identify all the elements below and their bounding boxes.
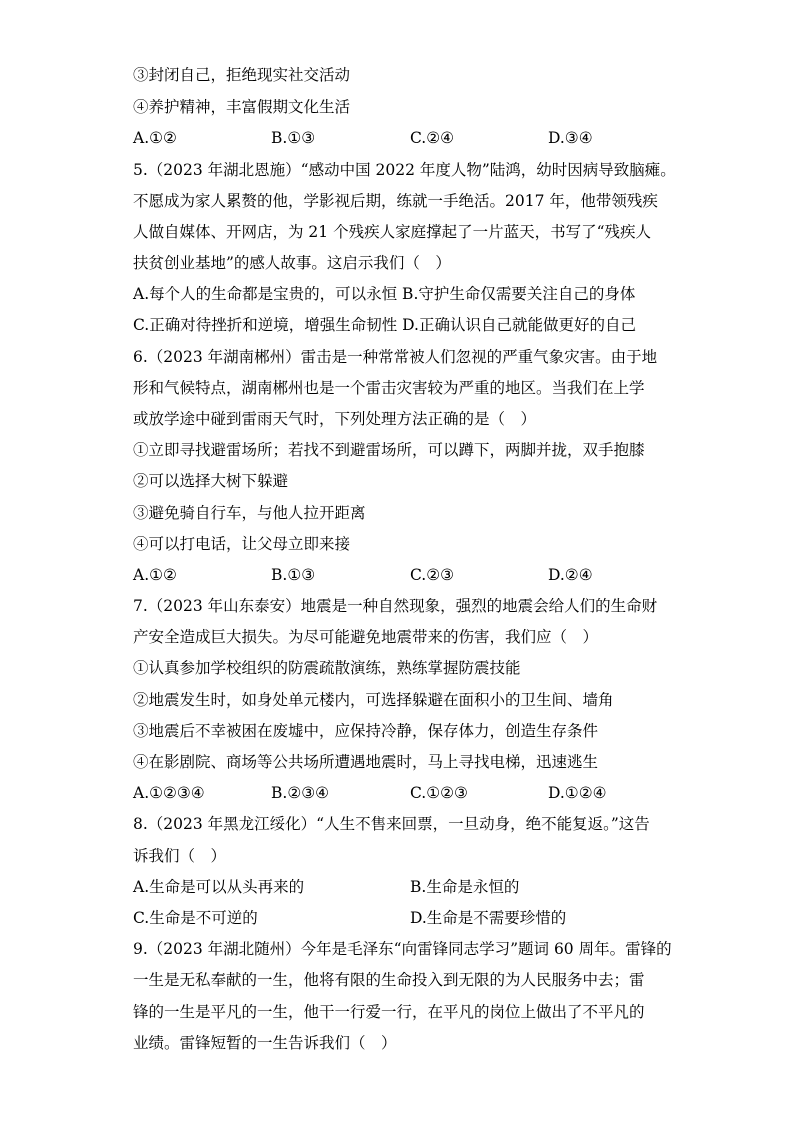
q4-option-a: A.①② (133, 129, 177, 147)
q4-option-c: C.②④ (410, 129, 455, 147)
q8-option-c: C.生命是不可逆的 (133, 909, 258, 927)
q5-options-cd: C.正确对待挫折和逆境，增强生命韧性 D.正确认识自己就能做更好的自己 (133, 316, 636, 334)
q8-option-b: B.生命是永恒的 (410, 878, 520, 896)
q7-item-1: ①认真参加学校组织的防震疏散演练，熟练掌握防震技能 (133, 659, 521, 677)
q5-stem-line: 扶贫创业基地”的感人故事。这启示我们（ ） (133, 254, 451, 272)
q5-stem-line: 不愿成为家人累赘的他，学影视后期，练就一手绝活。2017 年，他带领残疾 (133, 192, 658, 210)
q8-stem-line: 诉我们（ ） (133, 847, 227, 865)
q9-stem-line: 锋的一生是平凡的一生，他干一行爱一行，在平凡的岗位上做出了不平凡的 (133, 1003, 645, 1021)
q4-item-3: ③封闭自己，拒绝现实社交活动 (133, 66, 351, 84)
q6-option-b: B.①③ (271, 566, 316, 584)
q5-stem-line: 5.（2023 年湖北恩施）“感动中国 2022 年度人物”陆鸿，幼时因病导致脑瘫。 (133, 161, 676, 179)
q6-item-4: ④可以打电话，让父母立即来接 (133, 535, 351, 553)
q6-option-d: D.②④ (548, 566, 593, 584)
q9-stem-line: 一生是无私奉献的一生，他将有限的生命投入到无限的为人民服务中去；雷 (133, 971, 645, 989)
q8-options-cd (133, 908, 693, 928)
q4-option-d: D.③④ (548, 129, 593, 147)
q6-option-a: A.①② (133, 566, 177, 584)
q8-stem-line: 8.（2023 年黑龙江绥化）“人生不售来回票，一旦动身，绝不能复返。”这告 (133, 815, 650, 833)
q7-item-4: ④在影剧院、商场等公共场所遭遇地震时，马上寻找电梯，迅速逃生 (133, 753, 599, 771)
q8-options-ab (133, 877, 693, 897)
q6-options (133, 565, 673, 585)
q4-item-4: ④养护精神，丰富假期文化生活 (133, 98, 351, 116)
q8-option-a: A.生命是可以从头再来的 (133, 878, 305, 896)
q9-stem-line: 业绩。雷锋短暂的一生告诉我们（ ） (133, 1034, 397, 1052)
q7-option-b: B.②③④ (271, 784, 330, 802)
q7-options (133, 783, 673, 803)
q6-item-1: ①立即寻找避雷场所；若找不到避雷场所，可以蹲下，两脚并拢，双手抱膝 (133, 441, 645, 459)
q8-option-d: D.生命是不需要珍惜的 (410, 909, 567, 927)
q6-option-c: C.②③ (410, 566, 455, 584)
q7-item-3: ③地震后不幸被困在废墟中，应保持冷静，保存体力，创造生存条件 (133, 722, 599, 740)
q4-options (133, 128, 673, 148)
q9-stem-line: 9.（2023 年湖北随州）今年是毛泽东“向雷锋同志学习”题词 60 周年。雷锋的 (133, 940, 672, 958)
q6-stem-line: 形和气候特点，湖南郴州也是一个雷击灾害较为严重的地区。当我们在上学 (133, 379, 645, 397)
q5-stem-line: 人做自媒体、开网店，为 21 个残疾人家庭撑起了一片蓝天，书写了“残疾人 (133, 223, 652, 241)
q6-stem-line: 6.（2023 年湖南郴州）雷击是一种常常被人们忽视的严重气象灾害。由于地 (133, 348, 658, 366)
q7-option-a: A.①②③④ (133, 784, 205, 802)
q7-stem-line: 产安全造成巨大损失。为尽可能避免地震带来的伤害，我们应（ ） (133, 628, 599, 646)
q7-item-2: ②地震发生时，如身处单元楼内，可选择躲避在面积小的卫生间、墙角 (133, 691, 614, 709)
q4-option-b: B.①③ (271, 129, 316, 147)
q7-stem-line: 7.（2023 年山东泰安）地震是一种自然现象，强烈的地震会给人们的生命财 (133, 597, 658, 615)
q7-option-d: D.①②④ (548, 784, 607, 802)
q6-item-2: ②可以选择大树下躲避 (133, 472, 289, 490)
q5-options-ab: A.每个人的生命都是宝贵的，可以永恒 B.守护生命仅需要关注自己的身体 (133, 285, 636, 303)
q6-stem-line: 或放学途中碰到雷雨天气时，下列处理方法正确的是（ ） (133, 410, 537, 428)
q7-option-c: C.①②③ (410, 784, 468, 802)
q6-item-3: ③避免骑自行车，与他人拉开距离 (133, 504, 366, 522)
